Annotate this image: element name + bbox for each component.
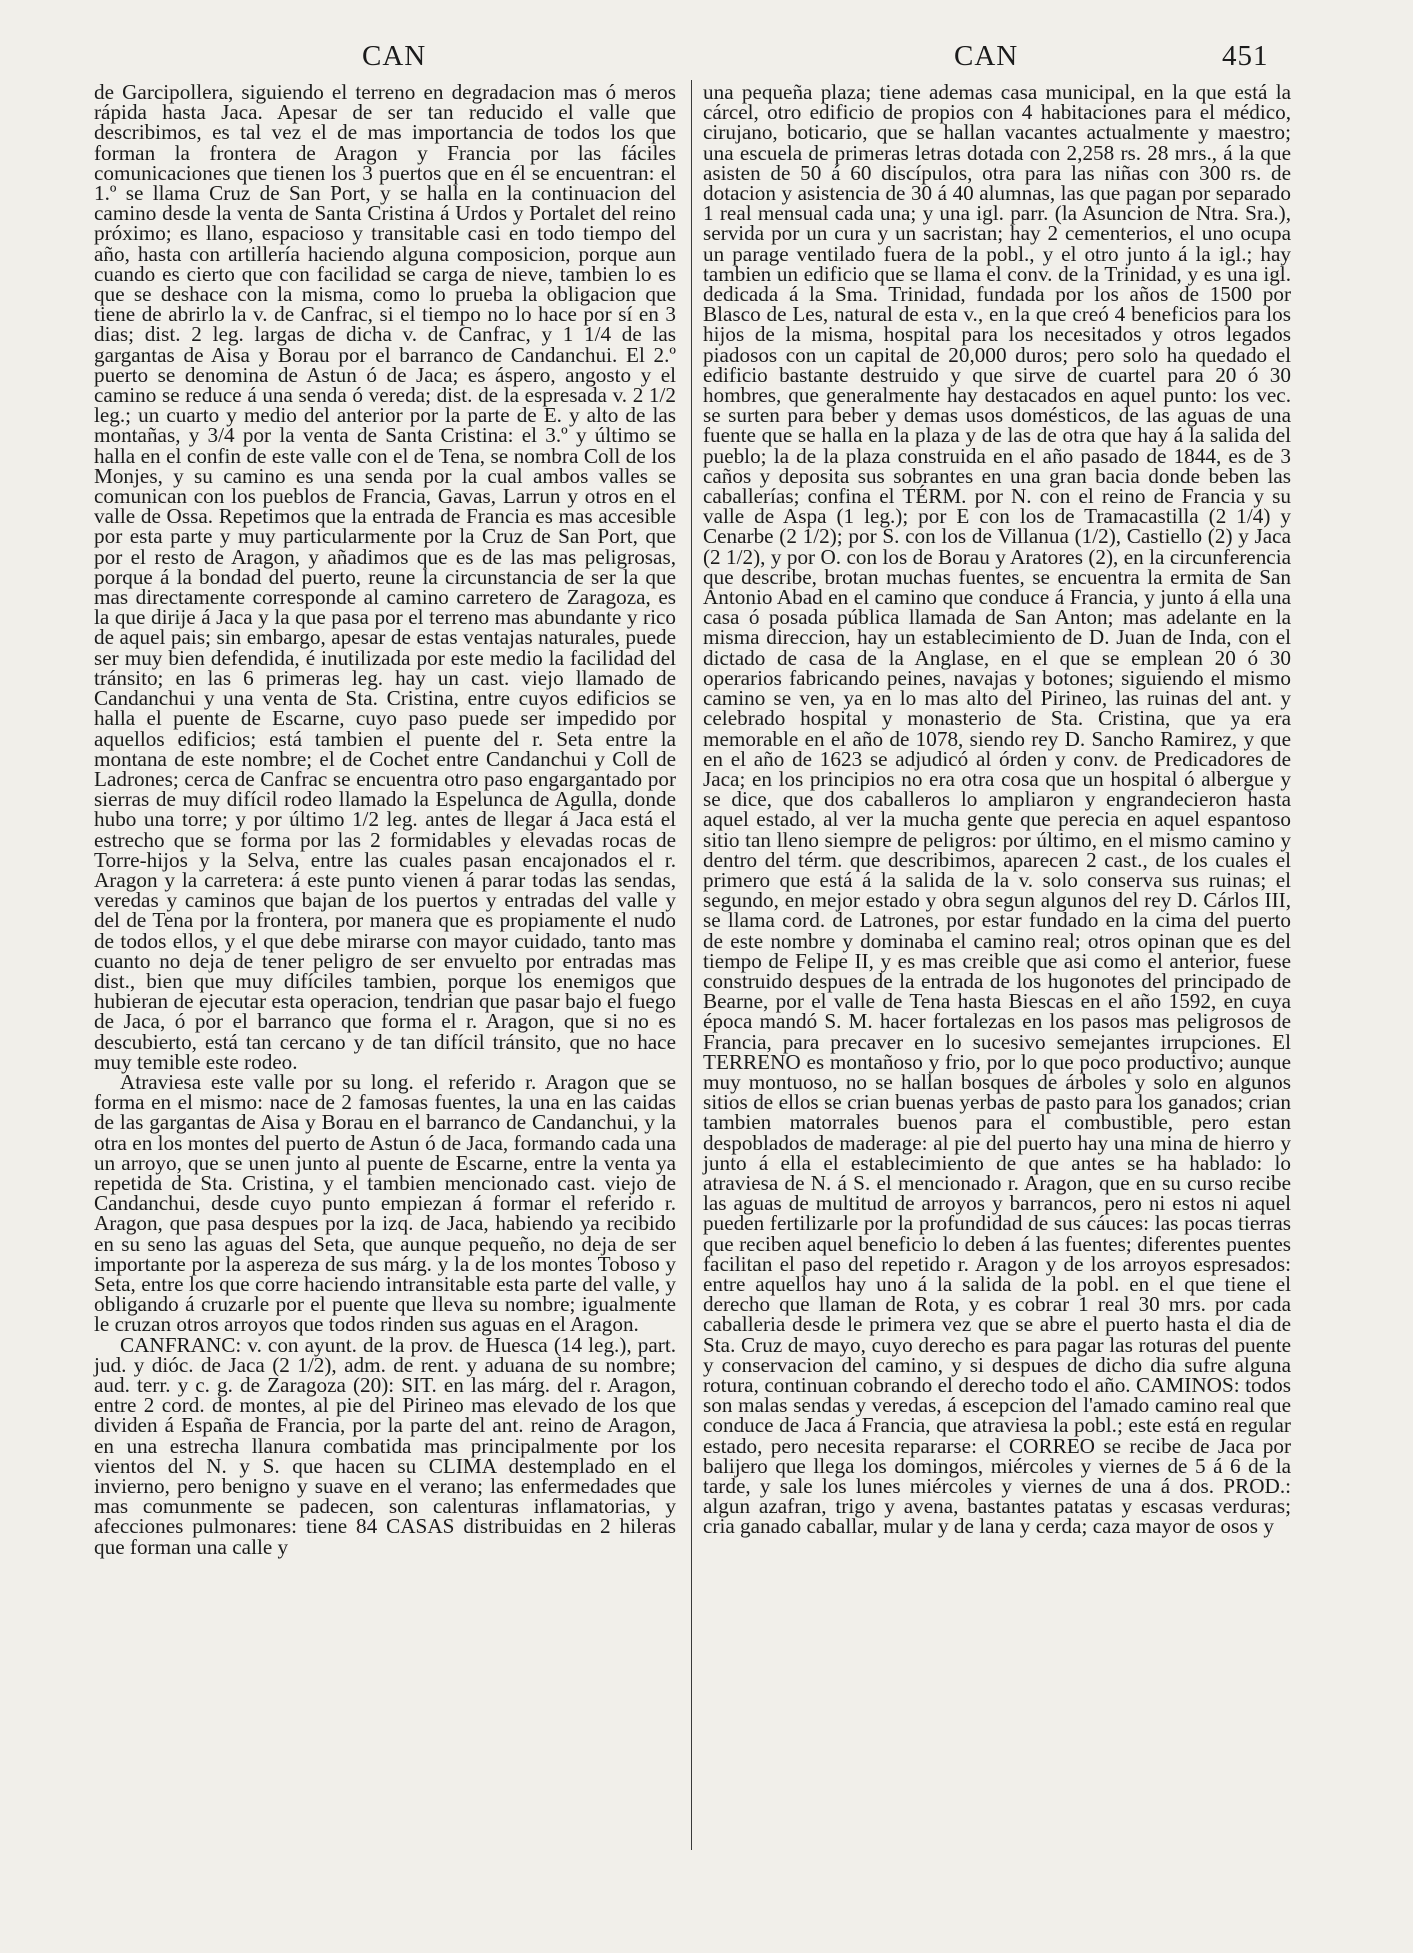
- paragraph-canfranc-continuation: una pequeña plaza; tiene ademas casa municipal, en la que está la cárcel, otro edificio de propios con 4 habitaciones para el médico, cirujano, boticario, que se hallan vacantes actualmente y maestro; una escuela de primeras letras dotada con 2,258 rs. 28 mrs., á la que asisten de 50 á 60 discípulos, otra para las niñas con 300 rs. de dotacion y asistencia de 30 á 40 alumnas, las que pagan por separado 1 real mensual cada una; y una igl. parr. (la Asuncion de Ntra. Sra.), servida por un cura y un sacristan; hay 2 cementerios, el uno ocupa un parage ventilado fuera de la pobl., y el otro junto á la igl.; hay tambien un edificio que se llama el conv. de la Trinidad, y es una igl. dedicada á la Sma. Trinidad, fundada por los años de 1500 por Blasco de Les, natural de esta v., en la que creó 4 beneficios para los hijos de la misma, hospital para los necesitados y otros legados piadosos con un capital de 20,000 duros; pero solo ha quedado el edificio bastante destruido y que sirve de cuartel para 20 ó 30 hombres, que generalmente hay destacados en aquel punto: los vec. se surten para beber y demas usos domésticos, de las aguas de una fuente que se halla en la plaza y de las de otra que hay á la salida del pueblo; la de la plaza construida en el año pasado de 1844, es de 3 caños y deposita sus sobrantes en una gran bacia donde beben las caballerías; confina el TÉRM. por N. con el reino de Francia y su valle de Aspa (1 leg.); por E con los de Tramacastilla (2 1/4) y Cenarbe (2 1/2); por S. con los de Villanua (1/2), Castiello (2) y Jaca (2 1/2), y por O. con los de Borau y Aratores (2), en la circunferencia que describe, brotan muchas fuentes, se encuentra la ermita de San Antonio Abad en el camino que conduce á Francia, y junto á ella una casa ó posada pública llamada de San Anton; mas adelante en la misma direccion, hay un establecimiento de D. Juan de Inda, con el dictado de casa de la Anglase, en el que se emplean 20 ó 30 operarios fabricando peines, navajas y botones; siguiendo el mismo camino se ven, ya en lo mas alto del Pirineo, las ruinas del ant. y celebrado hospital y monasterio de Sta. Cristina, que ya era memorable en el año de 1078, siendo rey D. Sancho Ramirez, y que en el año de 1623 se adjudicó al órden y conv. de Predicadores de Jaca; en los principios no era otra cosa que un hospital ó albergue y se dice, que dos caballeros lo ampliaron y engrandecieron hasta aquel estado, al ver la mucha gente que perecia en aquel espantoso sitio tan lleno siempre de peligros: por último, en el mismo camino y dentro del térm. que describimos, aparecen 2 cast., de los cuales el primero que está á la salida de la v. solo conserva sus ruinas; el segundo, en mejor estado y obra segun algunos del rey D. Cárlos III, se llama cord. de Latrones, por estar fundado en la cima del puerto de este nombre y dominaba el camino real; otros opinan que es del tiempo de Felipe II, y es mas creible que asi como el anterior, fuese construido despues de la entrada de los hugonotes del principado de Bearne, por el valle de Tena hasta Biescas en el año 1592, en cuya época mandó S. M. hacer fortalezas en los pasos mas peligrosos de Francia, para precaver en lo sucesivo semejantes irrupciones. El TERRENO es montañoso y frio, por lo que poco productivo; aunque muy montuoso, no se hallan bosques de árboles y solo en algunos sitios de ellos se crian buenas yerbas de pasto para los ganados; crian tambien matorrales buenos para el combustible, pero estan despoblados de maderage: al pie del puerto hay una mina de hierro y junto á ella el establecimiento de que antes se ha hablado: lo atraviesa de N. á S. el mencionado r. Aragon, que en su curso recibe las aguas de multitud de arroyos y barrancos, pero ni estos ni aquel pueden fertilizarle por la profundidad de sus cáuces: las pocas tierras que reciben aquel beneficio lo deben á las fuentes; diferentes puentes facilitan el paso del repetido r. Aragon y de los arroyos espresados: entre aquellos hay uno á la salida de la pobl. en el que tiene el derecho que llaman de Rota, y es cobrar 1 real 30 mrs. por cada caballeria desde le primera vez que se abre el puerto hasta el dia de Sta. Cruz de mayo, cuyo derecho es para pagar las roturas del puente y conservacion del camino, y si despues de dicho dia sufre alguna rotura, continuan cobrando el derecho todo el año. CAMINOS: todos son malas sendas y veredas, á escepcion del l'amado camino real que conduce de Jaca á Francia, que atraviesa la pobl.; este está en regular estado, pero necesita repararse: el CORREO se recibe de Jaca por balijero que llega los domingos, miércoles y viernes de 5 á 6 de la tarde, y sale los lunes miércoles y viernes de una á dos. PROD.: algun azafran, trigo y avena, bastantes patatas y escasas verduras; cria ganado caballar, mular y de lana y cerda; caza mayor de osos y: [703, 80, 1291, 1539]
- left-column: [94, 82, 676, 1557]
- right-running-title: CAN: [954, 40, 1019, 72]
- paragraph-valle-continuation: de Garcipollera, siguiendo el terreno en degradacion mas ó meros rápida hasta Jaca. Apesar de ser tan reducido el valle que describimos, es tal vez el de mas importancia de todos los que forman la frontera de Aragon y Francia por las fáciles comunicaciones que tienen los 3 puertos que en él se encuentran: el 1.º se llama Cruz de San Port, y se halla en la continuacion del camino desde la venta de Santa Cristina á Urdos y Portalet del reino próximo; es llano, espacioso y transitable casi en todo tiempo del año, hasta con artillería haciendo alguna composicion, porque aun cuando es cierto que con facilidad se carga de nieve, tambien lo es que se deshace con la misma, como lo prueba la obligacion que tiene de abrirlo la v. de Canfrac, si el tiempo no lo hace por sí en 3 dias; dist. 2 leg. largas de dicha v. de Canfrac, y 1 1/4 de las gargantas de Aisa y Borau por el barranco de Candanchui. El 2.º puerto se denomina de Astun ó de Jaca; es áspero, angosto y el camino se reduce á una senda ó vereda; dist. de la espresada v. 2 1/2 leg.; un cuarto y medio del anterior por la parte de E. y alto de las montañas, y 3/4 por la venta de Santa Cristina: el 3.º y último se halla en el confin de este valle con el de Tena, se nombra Coll de los Monjes, y su camino es una senda por la cual ambos valles se comunican con los pueblos de Francia, Gavas, Larrun y otros en el valle de Ossa. Repetimos que la entrada de Francia es mas accesible por esta parte y muy particularmente por la Cruz de San Port, que por el resto de Aragon, y añadimos que es de las mas peligrosas, porque á la bondad del puerto, reune la circunstancia de ser la que mas directamente corresponde al camino carretero de Zaragoza, es la que dirije á Jaca y la que pasa por el terreno mas abundante y rico de aquel pais; sin embargo, apesar de estas ventajas naturales, puede ser muy bien defendida, é inutilizada por este medio la facilidad del tránsito; en las 6 primeras leg. hay un cast. viejo llamado de Candanchui y una venta de Sta. Cristina, entre cuyos edificios se halla el puente de Escarne, cuyo paso puede ser impedido por aquellos edificios; está tambien el puente del r. Seta entre la montana de este nombre; el de Cochet entre Candanchui y Coll de Ladrones; cerca de Canfrac se encuentra otro paso engargantado por sierras de muy difícil rodeo llamado la Espelunca de Agulla, donde hubo una torre; y por último 1/2 leg. antes de llegar á Jaca está el estrecho que se forma por las 2 formidables y elevadas rocas de Torre-hijos y la Selva, entre las cuales pasan encajonados el r. Aragon y la carretera: á este punto vienen á parar todas las sendas, veredas y caminos que bajan de los puertos y entradas del valle y del de Tena por la frontera, por manera que es propiamente el nudo de todos ellos, y el que debe mirarse con mayor cuidado, tanto mas cuanto no deja de tener peligro de ser envuelto por entradas mas dist., bien que muy difíciles tambien, porque los enemigos que hubieran de ejecutar esta operacion, tendrian que pasar bajo el fuego de Jaca, ó por el barranco que forma el r. Aragon, que si no es descubierto, está tan cercano y de tan difícil tránsito, que no hace muy temible este rodeo.: [94, 80, 676, 1074]
- paragraph-rio-aragon: Atraviesa este valle por su long. el referido r. Aragon que se forma en el mismo: nace de 2 famosas fuentes, la una en las caidas de las gargantas de Aisa y Borau en el barranco de Candanchui, y la otra en los montes del puerto de Astun ó de Jaca, formando cada una un arroyo, que se unen junto al puente de Escarne, entre la venta ya repetida de Sta. Cristina, y el tambien mencionado cast. viejo de Candanchui, desde cuyo punto empiezan á formar el referido r. Aragon, que pasa despues por la izq. de Jaca, habiendo ya recibido en su seno las aguas del Seta, que aunque pequeño, no deja de ser importante por la aspereza de sus márg. y la de los montes Toboso y Seta, entre los que corre haciendo intransitable esta parte del valle, y obligando á cruzarle por el puente que lleva su nombre; igualmente le cruzan otros arroyos que todos rinden sus aguas en el Aragon.: [94, 1069, 676, 1337]
- column-divider: [691, 80, 692, 1850]
- right-column: [703, 82, 1291, 1537]
- page-number: 451: [1222, 40, 1269, 72]
- left-running-title: CAN: [362, 40, 427, 72]
- paragraph-canfranc-entry: CANFRANC: v. con ayunt. de la prov. de Huesca (14 leg.), part. jud. y dióc. de Jaca (2 1/2), adm. de rent. y aduana de su nombre; aud. terr. y c. g. de Zaragoza (20): SIT. en las márg. del r. Aragon, entre 2 cord. de montes, al pie del Pirineo mas elevado de los que dividen á España de Francia, por la parte del ant. reino de Aragon, en una estrecha llanura combatida mas principalmente por los vientos del N. y S. que hacen su CLIMA destemplado en el invierno, pero benigno y suave en el verano; las enfermedades que mas comunmente se padecen, son calenturas inflamatorias, y afecciones pulmonares: tiene 84 CASAS distribuidas en 2 hileras que forman una calle y: [94, 1332, 676, 1559]
